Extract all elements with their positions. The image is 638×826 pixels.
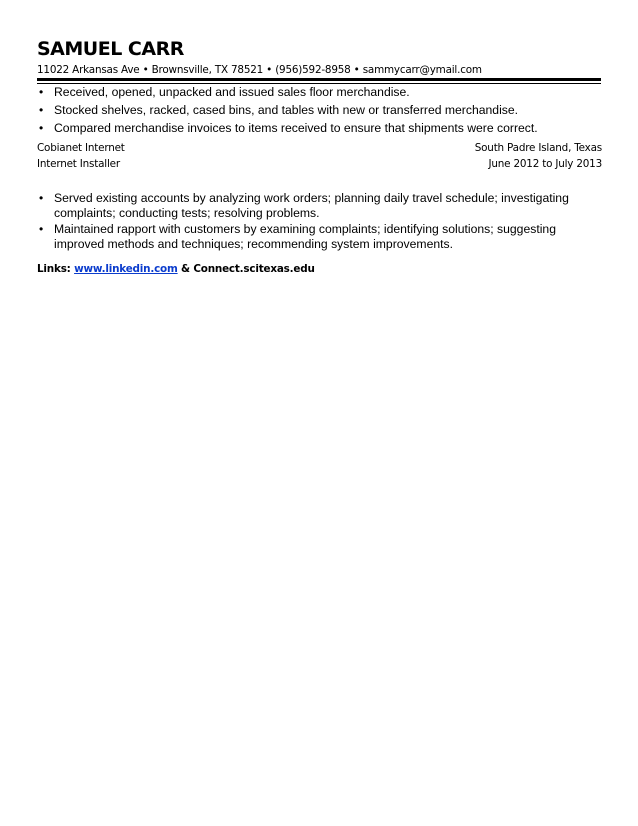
list-item: • Compared merchandise invoices to items received to ensure that shipments were correct. xyxy=(39,121,538,135)
links-separator: & xyxy=(181,263,190,275)
bullet-icon: • xyxy=(39,103,44,117)
list-item: • Stocked shelves, racked, cased bins, and tables with new or transferred merchandise. xyxy=(39,103,519,117)
list-item: • Received, opened, unpacked and issued sales floor merchandise. xyxy=(39,85,410,99)
header-divider-thick xyxy=(37,78,601,81)
job-title-row xyxy=(37,158,602,170)
job-company: Cobianet Internet xyxy=(37,142,125,154)
job-title: Internet Installer xyxy=(37,158,120,170)
job-duties-list xyxy=(37,191,603,253)
linkedin-link[interactable]: www.linkedin.com xyxy=(74,263,178,275)
bullet-icon: • xyxy=(39,121,44,135)
list-item: • Served existing accounts by analyzing work orders; planning daily travel schedule; investigating complaints; conducting tests; resolving problems. xyxy=(39,191,569,220)
bullet-icon: • xyxy=(39,222,44,236)
job-location: South Padre Island, Texas xyxy=(474,142,602,154)
links-label: Links: xyxy=(37,263,71,275)
bullet-icon: • xyxy=(39,191,44,205)
bullet-icon: • xyxy=(39,85,44,99)
candidate-name: SAMUEL CARR xyxy=(37,38,184,60)
list-item: • Maintained rapport with customers by examining complaints; identifying solutions; suggesting improved methods and techniques; recommending system improvements. xyxy=(39,222,556,251)
links-line xyxy=(37,263,315,275)
duties-list xyxy=(37,85,603,139)
connect-link-text: Connect.scitexas.edu xyxy=(193,263,315,275)
job-company-row xyxy=(37,142,602,154)
contact-line: 11022 Arkansas Ave • Brownsville, TX 78521 • (956)592-8958 • sammycarr@ymail.com xyxy=(37,64,482,76)
header-divider-thin xyxy=(37,83,601,84)
job-dates: June 2012 to July 2013 xyxy=(488,158,602,170)
